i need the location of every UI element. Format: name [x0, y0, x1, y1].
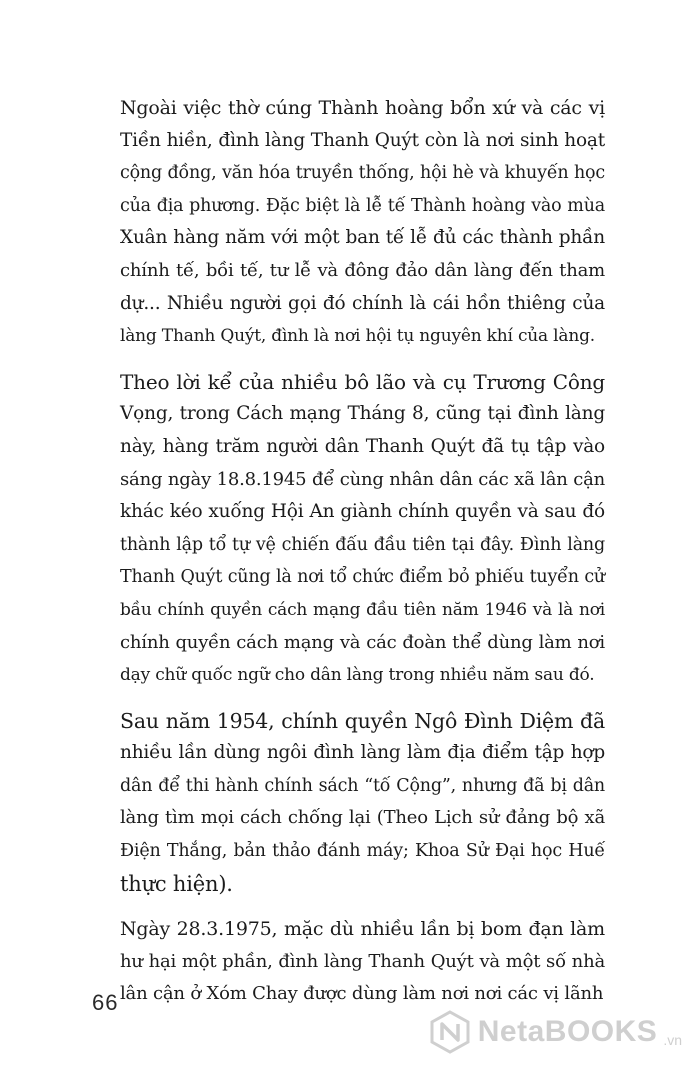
text-line: Thanh Quýt cũng là nơi tổ chức điểm bỏ phiếu tuyển cử	[120, 567, 605, 588]
paragraph	[120, 705, 605, 901]
text-line: bầu chính quyền cách mạng đầu tiên năm 1946 và là nơi	[120, 599, 605, 620]
text-line: hư hại một phần, đình làng Thanh Quýt và một số nhà	[120, 950, 605, 972]
text-line: dự... Nhiều người gọi đó chính là cái hồn thiêng của	[120, 292, 605, 314]
text-line: Ngoài việc thờ cúng Thành hoàng bổn xứ và các vị	[120, 97, 605, 119]
paragraph	[120, 913, 605, 1011]
text-line: dạy chữ quốc ngữ cho dân làng trong nhiều năm sau đó.	[120, 665, 595, 686]
text-line: làng Thanh Quýt, đình là nơi hội tụ nguyên khí của làng.	[120, 326, 595, 347]
text-line: Vọng, trong Cách mạng Tháng 8, cũng tại đình làng	[120, 403, 605, 425]
text-line: Xuân hàng năm với một ban tế lễ đủ các thành phần	[120, 227, 605, 249]
text-line: Sau năm 1954, chính quyền Ngô Đình Diệm đã	[120, 708, 605, 733]
paragraph	[120, 92, 605, 353]
watermark-logo	[428, 1010, 682, 1054]
text-line: Tiền hiền, đình làng Thanh Quýt còn là nơi sinh hoạt	[120, 129, 605, 151]
text-line: thành lập tổ tự vệ chiến đấu đầu tiên tại đây. Đình làng	[120, 534, 605, 555]
text-line: làng tìm mọi cách chống lại (Theo Lịch sử đảng bộ xã	[120, 807, 605, 829]
text-line: của địa phương. Đặc biệt là lễ tế Thành hoàng vào mùa	[120, 195, 605, 216]
text-line: Ngày 28.3.1975, mặc dù nhiều lần bị bom đạn làm	[120, 918, 605, 941]
text-line: này, hàng trăm người dân Thanh Quýt đã tụ tập vào	[120, 435, 605, 457]
text-line: sáng ngày 18.8.1945 để cùng nhân dân các xã lân cận	[120, 468, 605, 490]
text-line: nhiều lần dùng ngôi đình làng làm địa điểm tập hợp	[120, 742, 605, 764]
text-line: dân để thi hành chính sách “tố Cộng”, nhưng đã bị dân	[120, 775, 605, 796]
watermark-brand: NetaBOOKS	[477, 1015, 658, 1048]
text-line: Điện Thắng, bản thảo đánh máy; Khoa Sử Đại học Huế	[120, 841, 605, 862]
text-line: Theo lời kể của nhiều bô lão và cụ Trương Công	[120, 369, 605, 394]
text-line: lân cận ở Xóm Chay được dùng làm nơi nơi các vị lãnh	[120, 983, 604, 1005]
netabooks-logo-icon	[428, 1010, 472, 1054]
text-line: thực hiện).	[120, 871, 233, 896]
page-number: 66	[92, 990, 119, 1015]
body-text	[120, 92, 605, 1024]
text-line: chính quyền cách mạng và các đoàn thể dùng làm nơi	[120, 631, 605, 653]
text-line: chính tế, bồi tế, tư lễ và đông đảo dân làng đến tham	[120, 259, 605, 281]
text-line: khác kéo xuống Hội An giành chính quyền và sau đó	[120, 501, 605, 523]
watermark-suffix: .vn	[663, 1032, 682, 1048]
paragraph	[120, 366, 605, 692]
text-line: cộng đồng, văn hóa truyền thống, hội hè và khuyến học	[120, 163, 605, 184]
